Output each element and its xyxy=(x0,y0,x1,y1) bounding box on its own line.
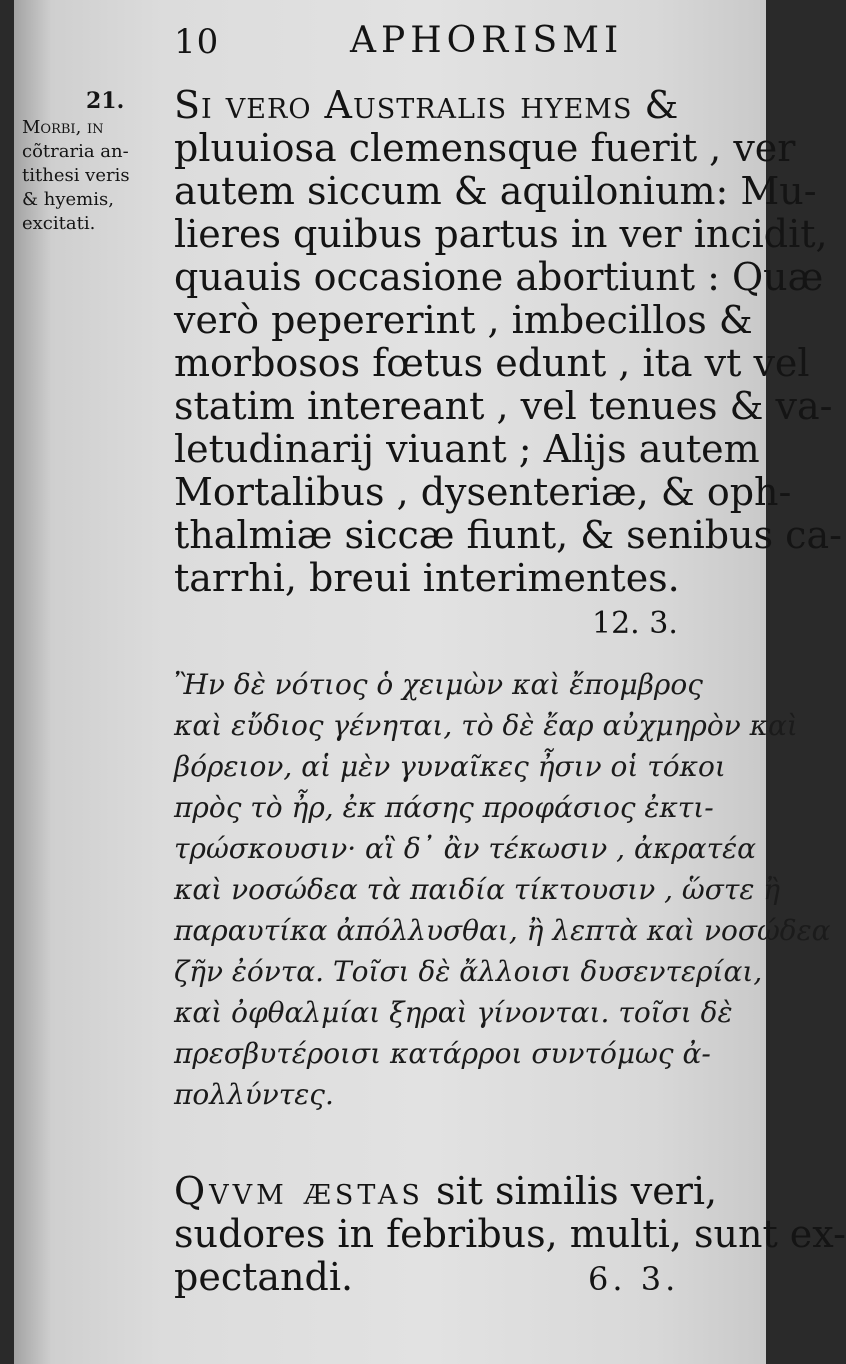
greek-line: ζῆν ἐόντα. Τοῖσι δὲ ἄλλοισι δυσεντερίαι, xyxy=(174,955,763,988)
greek-original-text xyxy=(174,664,831,1115)
greek-line: καὶ ὀφθαλμίαι ξηραὶ γίνονται. τοῖσι δὲ xyxy=(174,996,733,1029)
aphorism-lead: Si vero Australis hyems xyxy=(174,83,633,127)
aphorism-22-latin xyxy=(174,1170,846,1299)
text-line xyxy=(174,1170,846,1213)
text-line: quauis occasione abortiunt : Quæ xyxy=(174,255,824,299)
text-line: pluuiosa clemensque fuerit , ver xyxy=(174,126,796,170)
greek-line: πολλύντες. xyxy=(174,1078,334,1111)
margin-note-line: excitati. xyxy=(22,213,96,234)
aphorism-reference: 12. 3. xyxy=(592,606,678,641)
text-line: sudores in febribus, multi, sunt ex- xyxy=(174,1212,846,1256)
running-title: APHORISMI xyxy=(350,20,624,61)
margin-note-line: & hyemis, xyxy=(22,189,114,210)
book-page xyxy=(14,0,846,1364)
text-line: pectandi. xyxy=(174,1255,354,1299)
text-line: statim intereant , vel tenues & va- xyxy=(174,384,833,428)
text-line: verò pepererint , imbecillos & xyxy=(174,298,753,342)
page-number: 10 xyxy=(174,22,220,62)
margin-note-line: Morbi, in xyxy=(22,117,104,138)
text-line: lieres quibus partus in ver incidit, xyxy=(174,212,828,256)
margin-note-line: tithesi veris xyxy=(22,165,130,186)
greek-line: πρὸς τὸ ἦρ, ἐκ πάσης προφάσιος ἐκτι- xyxy=(174,791,714,824)
greek-line: Ἢν δὲ νότιος ὁ χειμὼν καὶ ἔπομβρος xyxy=(174,668,703,701)
aphorism-number: 21. xyxy=(86,88,125,114)
greek-line: παραυτίκα ἀπόλλυσθαι, ἢ λεπτὰ καὶ νοσώδεα xyxy=(174,914,831,947)
text-line: letudinarij viuant ; Alijs autem xyxy=(174,427,760,471)
greek-line: τρώσκουσιν· αἳ δ᾽ ἂν τέκωσιν , ἀκρατέα xyxy=(174,832,757,865)
greek-line: καὶ νοσώδεα τὰ παιδία τίκτουσιν , ὥστε ἢ xyxy=(174,873,781,906)
greek-line: πρεσβυτέροισι κατάρροι συντόμως ἀ- xyxy=(174,1037,711,1070)
aphorism-lead-rest: & xyxy=(632,83,679,127)
text-line: Mortalibus , dysenteriæ, & oph- xyxy=(174,470,792,514)
aphorism-lead-rest: sit similis veri, xyxy=(423,1169,718,1213)
greek-line: βόρειον, αἱ μὲν γυναῖκες ἦσιν οἱ τόκοι xyxy=(174,750,726,783)
text-line: tarrhi, breui interimentes. xyxy=(174,556,680,600)
greek-line: καὶ εὔδιος γένηται, τὸ δὲ ἔαρ αὐχμηρὸν καὶ xyxy=(174,709,798,742)
text-line: thalmiæ siccæ fiunt, & senibus ca- xyxy=(174,513,842,557)
aphorism-lead: Qvvm æstas xyxy=(174,1169,424,1213)
aphorism-reference: 6. 3. xyxy=(588,1260,680,1298)
margin-note xyxy=(22,116,130,236)
aphorism-21-latin xyxy=(174,84,842,600)
margin-note-line: cõtraria an- xyxy=(22,141,129,162)
text-line: autem siccum & aquilonium: Mu- xyxy=(174,169,817,213)
text-line: morbosos fœtus edunt , ita vt vel xyxy=(174,341,810,385)
text-line xyxy=(174,84,842,127)
